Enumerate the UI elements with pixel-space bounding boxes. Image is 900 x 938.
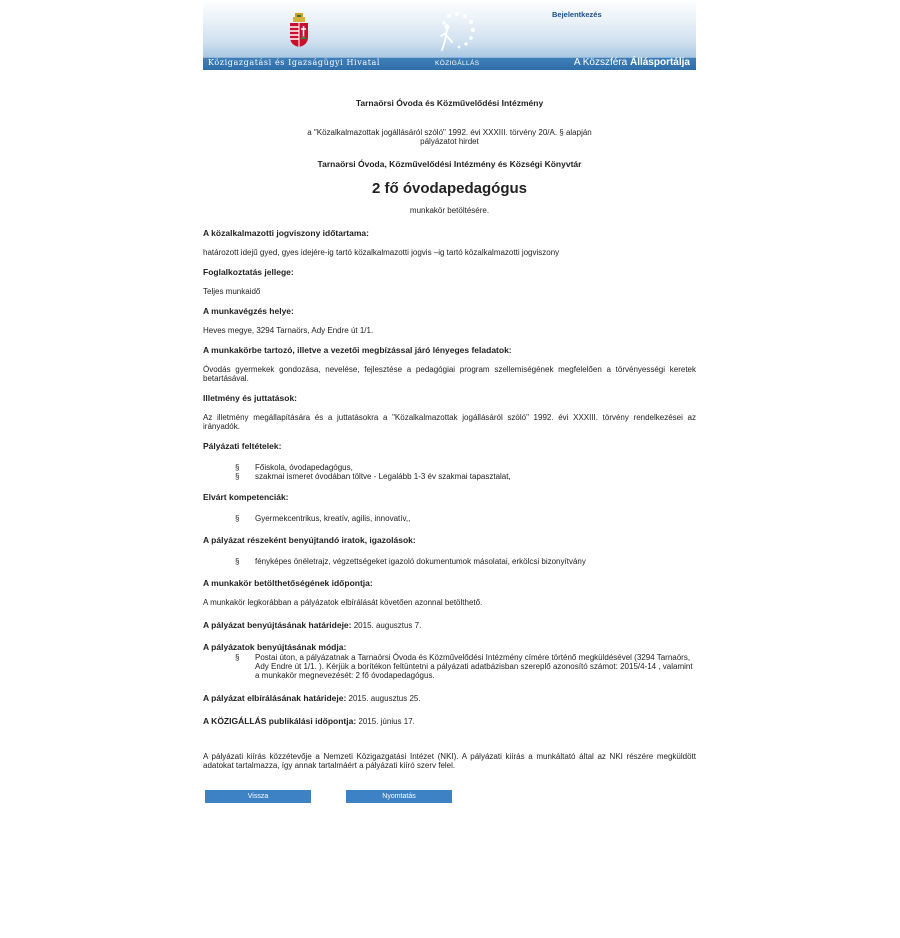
section-symbol: § xyxy=(235,557,240,566)
hungarian-coat-of-arms-icon xyxy=(288,13,310,47)
publication-date-label: A KÖZIGÁLLÁS publikálási időpontja: xyxy=(203,716,357,726)
start-heading: A munkakör betölthetőségének időpontja: xyxy=(203,578,373,588)
documents-heading: A pályázat részeként benyújtandó iratok, igazolások: xyxy=(203,535,416,545)
portal-title xyxy=(574,57,690,68)
employment-heading: Foglalkoztatás jellege: xyxy=(203,267,294,277)
footer-note: A pályázati kiírás közzétevője a Nemzeti Közigazgatási Intézet (NKI). A pályázati kiírás a munkáltató által az NKI részére megküldött adatokat tartalmazza, így annak tartalmáért a pályázati kiíró szerv felel. xyxy=(203,752,696,770)
evaluation-deadline-value: 2015. augusztus 25. xyxy=(346,694,421,703)
portal-title-bold: Állásportálja xyxy=(629,57,690,68)
section-symbol: § xyxy=(235,653,240,662)
login-link[interactable]: Bejelentkezés xyxy=(552,10,602,19)
location-heading: A munkavégzés helye: xyxy=(203,306,294,316)
kozigallas-logo-icon xyxy=(437,11,477,53)
portal-title-prefix: A Közszféra xyxy=(573,57,630,68)
organization-full-name: Tarnaörsi Óvoda, Közművelődési Intézmény és Községi Könyvtár xyxy=(317,159,582,169)
button-bar xyxy=(203,790,696,804)
section-symbol: § xyxy=(235,514,240,523)
tasks-text: Óvodás gyermekek gondozása, nevelése, fejlesztése a pedagógiai program szellemiségének megfelelően a törvényességi keretek betartásával. xyxy=(203,365,696,383)
employment-text: Teljes munkaidő xyxy=(203,287,261,296)
submission-deadline xyxy=(203,620,696,630)
tasks-heading: A munkakörbe tartozó, illetve a vezetői megbízással járó lényeges feladatok: xyxy=(203,345,512,355)
evaluation-deadline xyxy=(203,693,696,703)
publication-date-value: 2015. június 17. xyxy=(356,717,415,726)
print-button[interactable]: Nyomtatás xyxy=(346,790,452,803)
list-item xyxy=(203,557,696,566)
section-symbol: § xyxy=(235,463,240,472)
intro-line-1: a "Közalkalmazottak jogállásáról szóló" 1992. évi XXXIII. törvény 20/A. § alapján xyxy=(307,128,592,137)
list-item xyxy=(203,514,696,523)
kozigallas-label: KÖZIGÁLLÁS xyxy=(435,60,480,67)
list-item-text: Postai úton, a pályázatnak a Tarnaörsi Óvoda és Közművelődési Intézmény címére történő megküldésével (3294 Tarnaörs, Ady Endre út 1/1. ). Kérjük a borítékon feltüntetni a pályázati adatbázisban szereplő azonosító számot: 2015/4-14 , valamint a munkakör megnevezését: 2 fő óvodapedagógus. xyxy=(255,653,693,680)
office-name: Közigazgatási és Igazságügyi Hivatal xyxy=(208,58,381,67)
list-item xyxy=(203,472,696,481)
header-banner xyxy=(203,0,696,70)
list-item-text: szakmai ismeret óvodában töltve - Legalább 1-3 év szakmai tapasztalat, xyxy=(255,472,511,481)
list-item-text: fényképes önéletrajz, végzettségeket igazoló dokumentumok másolatai, erkölcsi bizonyítvány xyxy=(255,557,586,566)
duration-heading: A közalkalmazotti jogviszony időtartama: xyxy=(203,228,369,238)
salary-heading: Illetmény és juttatások: xyxy=(203,393,298,403)
list-item-text: Gyermekcentrikus, kreatív, agilis, innovatív,, xyxy=(255,514,411,523)
list-item-text: Főiskola, óvodapedagógus, xyxy=(255,463,353,472)
method-heading: A pályázatok benyújtásának módja: xyxy=(203,642,347,652)
documents-list xyxy=(203,557,696,566)
method-list xyxy=(203,653,696,680)
requirements-list xyxy=(203,463,696,481)
salary-text: Az illetmény megállapítására és a juttatásokra a "Közalkalmazottak jogállásáról szóló" 1992. évi XXXIII. törvény rendelkezései az irányadók. xyxy=(203,413,696,431)
section-symbol: § xyxy=(235,472,240,481)
submission-deadline-label: A pályázat benyújtásának határideje: xyxy=(203,620,352,630)
back-button[interactable]: Vissza xyxy=(205,790,311,803)
competencies-heading: Elvárt kompetenciák: xyxy=(203,492,289,502)
intro-line-2: pályázatot hirdet xyxy=(420,137,479,146)
submission-deadline-value: 2015. augusztus 7. xyxy=(351,621,422,630)
list-item xyxy=(203,463,696,472)
position-title: 2 fő óvodapedagógus xyxy=(371,180,527,197)
intro-text xyxy=(203,128,696,146)
competencies-list xyxy=(203,514,696,523)
start-text: A munkakör legkorábban a pályázatok elbírálását követően azonnal betölthető. xyxy=(203,598,483,607)
duration-text: határozott idejű gyed, gyes idejére-ig tartó közalkalmazotti jogvis –ig tartó közalkalmazotti jogviszony xyxy=(203,248,560,257)
position-subtitle: munkakör betöltésére. xyxy=(409,206,490,215)
page xyxy=(203,0,696,804)
publication-date xyxy=(203,716,696,726)
requirements-heading: Pályázati feltételek: xyxy=(203,441,282,451)
organization-title: Tarnaörsi Óvoda és Közművelődési Intézmény xyxy=(355,98,544,108)
evaluation-deadline-label: A pályázat elbírálásának határideje: xyxy=(203,693,347,703)
location-text: Heves megye, 3294 Tarnaörs, Ady Endre út 1/1. xyxy=(203,326,374,335)
list-item xyxy=(203,653,696,680)
